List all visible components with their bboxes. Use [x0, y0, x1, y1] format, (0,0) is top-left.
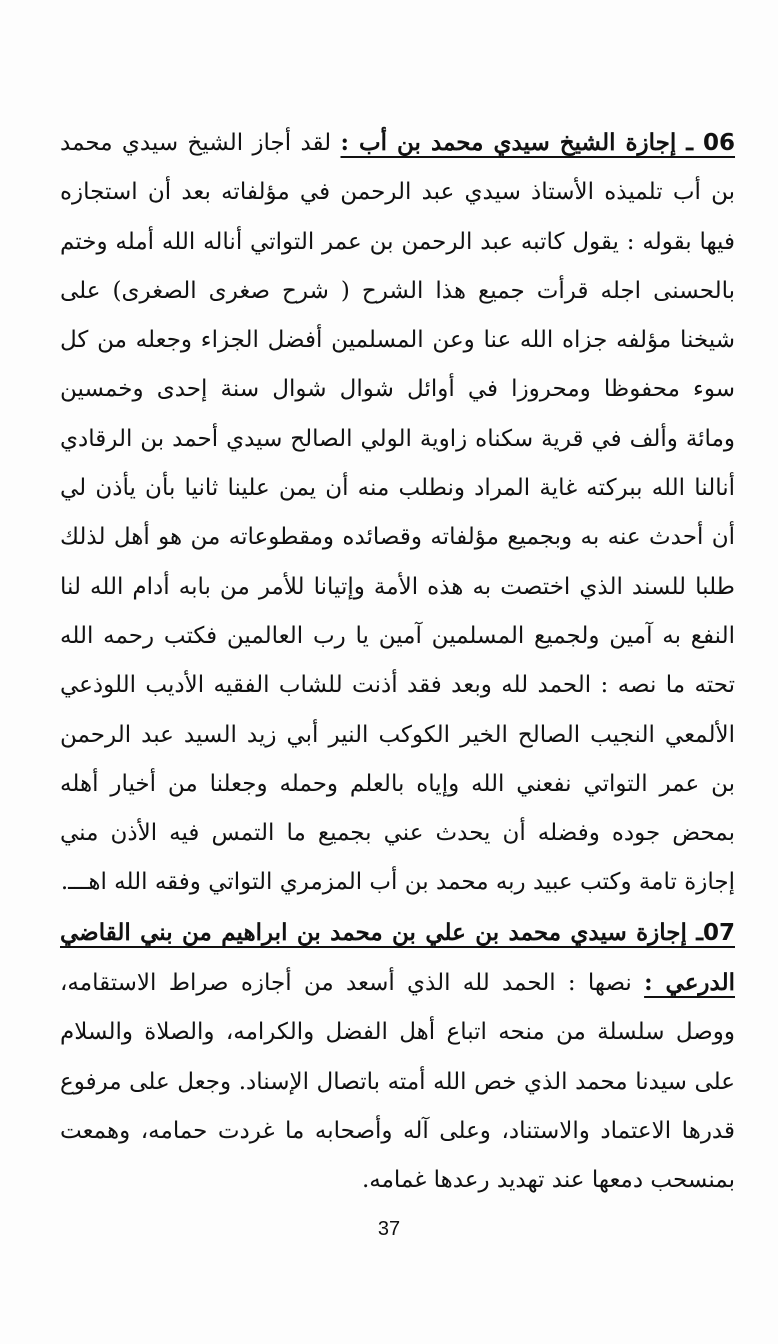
section-07-title: ـ إجازة سيدي محمد بن علي بن محمد بن ابراهيم من بني القاضي الدرعي :	[60, 918, 735, 997]
section-07	[60, 908, 735, 1206]
text-block	[60, 118, 735, 1206]
section-06	[60, 118, 735, 908]
section-06-title: ـ إجازة الشيخ سيدي محمد بن أب :	[340, 129, 693, 156]
section-07-number: 07	[702, 919, 735, 946]
section-06-number: 06	[703, 130, 736, 156]
section-06-body: لقد أجاز الشيخ سيدي محمد بن أب تلميذه الأستاذ سيدي عبد الرحمن في مؤلفاته بعد أن استجازه فيها بقوله : يقول كاتبه عبد الرحمن بن عمر التواتي أناله الله أمله وختم بالحسنى اجله قرأت جميع هذا الشرح ( شرح صغرى الصغرى) على شيخنا مؤلفه جزاه الله عنا وعن المسلمين أفضل الجزاء وجعله من كل سوء محفوظا ومحروزا في أوائل شوال شوال سنة إحدى وخمسين ومائة وألف في قرية سكناه زاوية الولي الصالح سيدي أحمد بن الرقادي أنالنا الله ببركته غاية المراد ونطلب منه أن يمن علينا ثانيا بأن يأذن لي أن أحدث عنه به وبجميع مؤلفاته وقصائده ومقطوعاته من هو أهل لذلك طلبا للسند الذي اختصت به هذه الأمة وإتيانا للأمر من بابه أدام الله لنا النفع به آمين ولجميع المسلمين آمين يا رب العالمين فكتب رحمه الله تحته ما نصه : الحمد لله وبعد فقد أذنت للشاب الفقيه الأديب اللوذعي الألمعي النجيب الصالح الخير الكوكب النير أبي زيد السيد عبد الرحمن بن عمر التواتي نفعني الله وإياه بالعلم وحمله وجعلنا من أخيار أهله بمحض جوده وفضله أن يحدث عني بجميع ما التمس فيه الأذن مني إجازة تامة وكتب عبيد ربه محمد بن أب المزمري التواتي وفقه الله اهـــ.	[60, 130, 735, 896]
section-06-heading	[341, 129, 736, 156]
section-07-body: نصها : الحمد لله الذي أسعد من أجازه صراط الاستقامه، ووصل سلسلة من منحه اتباع أهل الفضل والكرامه، والصلاة والسلام على سيدنا محمد الذي خص الله أمته باتصال الإسناد. وجعل على مرفوع قدرها الاعتماد والاستناد، وعلى آله وأصحابه ما غردت حمامه، وهمعت بمنسحب دمعها عند تهديد رعدها غمامه.	[60, 970, 735, 1194]
page-number: 37	[377, 1218, 401, 1240]
